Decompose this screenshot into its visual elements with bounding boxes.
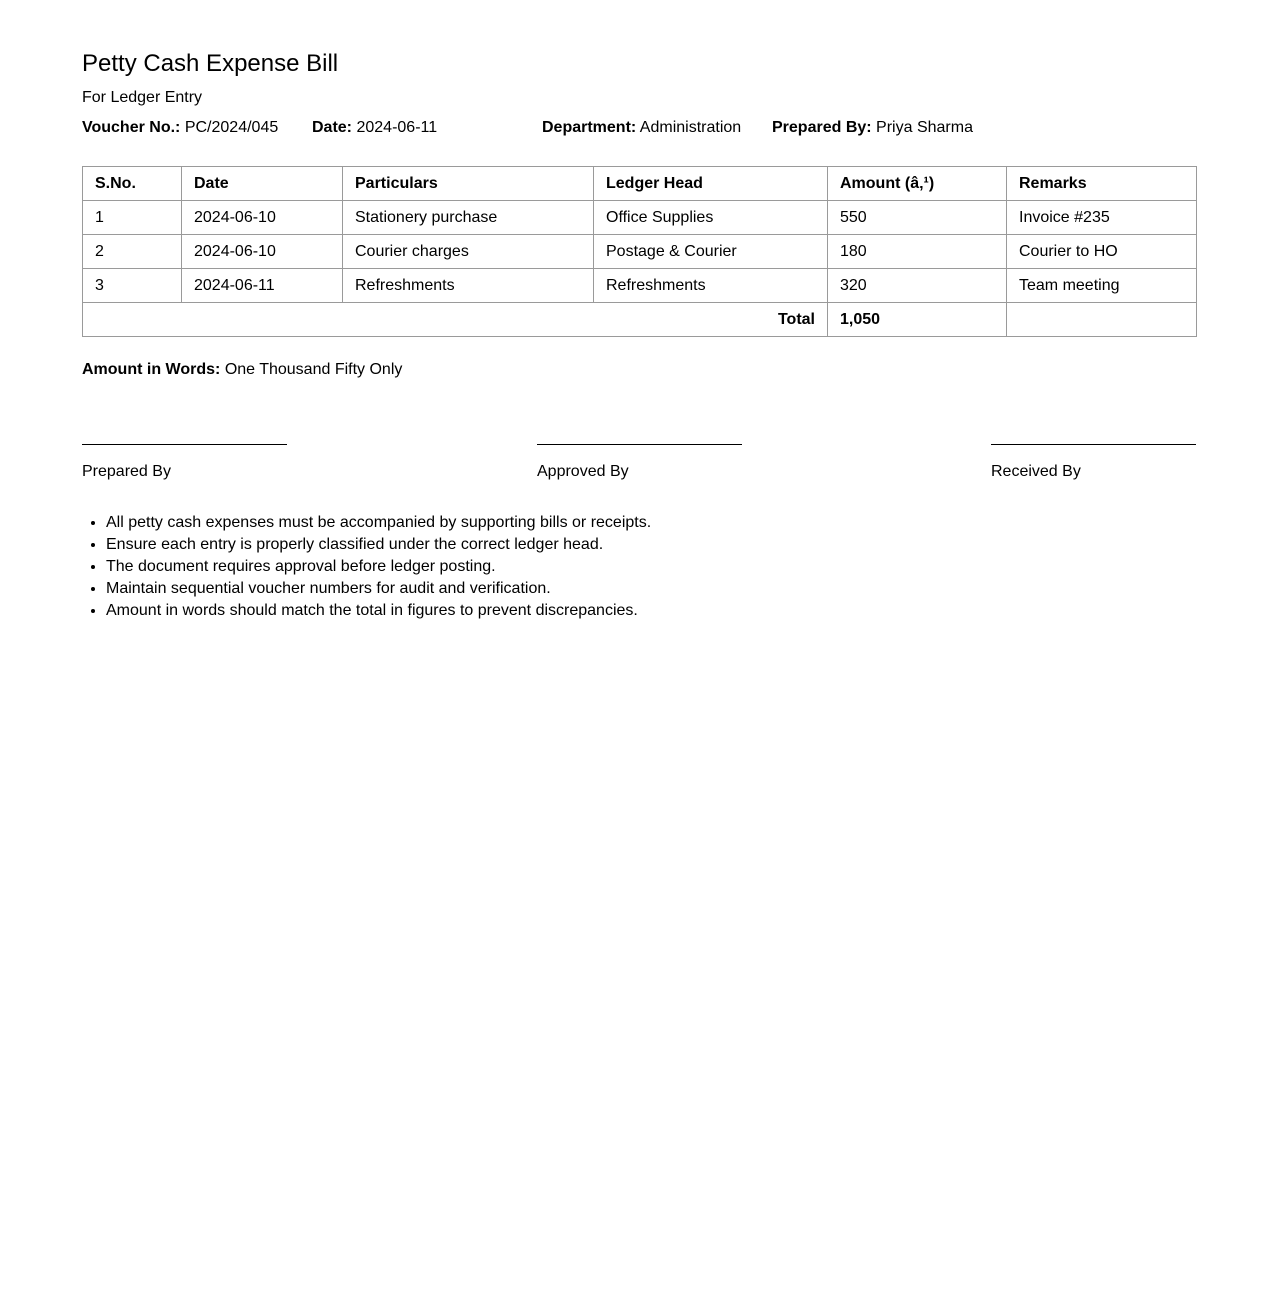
voucher-label: Voucher No.:	[82, 119, 181, 136]
department	[542, 119, 741, 137]
signature-received	[991, 444, 1196, 481]
table-row	[83, 269, 1197, 303]
signature-label-prepared: Prepared By	[82, 463, 171, 480]
signature-approved	[537, 444, 742, 481]
cell-ledger-head: Office Supplies	[594, 201, 828, 235]
total-remarks	[1007, 303, 1197, 337]
list-item: • All petty cash expenses must be accompanied by supporting bills or receipts.	[106, 512, 651, 534]
prepared-by	[772, 119, 973, 137]
cell-ledger-head: Postage & Courier	[594, 235, 828, 269]
cell-particulars: Courier charges	[343, 235, 594, 269]
cell-amount: 550	[828, 201, 1007, 235]
voucher-number	[82, 119, 278, 137]
cell-amount: 320	[828, 269, 1007, 303]
prepared-value: Priya Sharma	[876, 119, 973, 136]
cell-date: 2024-06-10	[182, 201, 343, 235]
voucher-value: PC/2024/045	[184, 119, 279, 136]
cell-sno: 3	[83, 269, 182, 303]
signature-label-received: Received By	[991, 463, 1081, 480]
amount-words-value: One Thousand Fifty Only	[224, 361, 403, 378]
column-header-particulars: Particulars	[343, 167, 594, 201]
total-amount: 1,050	[828, 303, 1007, 337]
date-label: Date:	[312, 119, 353, 136]
cell-remarks: Invoice #235	[1007, 201, 1197, 235]
page-subtitle: For Ledger Entry	[82, 89, 203, 106]
cell-remarks: Team meeting	[1007, 269, 1197, 303]
amount-words-label: Amount in Words:	[82, 361, 221, 378]
department-value: Administration	[639, 119, 742, 136]
table-row	[83, 201, 1197, 235]
column-header-remarks: Remarks	[1007, 167, 1197, 201]
cell-remarks: Courier to HO	[1007, 235, 1197, 269]
table-header-row	[83, 167, 1197, 201]
page-title: Petty Cash Expense Bill	[82, 50, 339, 77]
cell-sno: 2	[83, 235, 182, 269]
list-item: • Amount in words should match the total in figures to prevent discrepancies.	[106, 600, 651, 622]
cell-particulars: Stationery purchase	[343, 201, 594, 235]
voucher-date	[312, 119, 437, 137]
cell-particulars: Refreshments	[343, 269, 594, 303]
signature-prepared	[82, 444, 287, 481]
cell-sno: 1	[83, 201, 182, 235]
column-header-amount: Amount (â‚¹)	[828, 167, 1007, 201]
date-value: 2024-06-11	[356, 119, 438, 136]
column-header-date: Date	[182, 167, 343, 201]
total-label: Total	[83, 303, 828, 337]
list-item: • Ensure each entry is properly classified under the correct ledger head.	[106, 534, 651, 556]
list-item: • The document requires approval before ledger posting.	[106, 556, 651, 578]
department-label: Department:	[542, 119, 637, 136]
amount-in-words	[82, 361, 402, 379]
signature-line	[991, 444, 1196, 445]
cell-date: 2024-06-10	[182, 235, 343, 269]
list-item: • Maintain sequential voucher numbers for audit and verification.	[106, 578, 651, 600]
expense-table	[82, 166, 1197, 337]
notes-list	[82, 512, 651, 622]
table-row	[83, 235, 1197, 269]
total-row	[83, 303, 1197, 337]
cell-amount: 180	[828, 235, 1007, 269]
signature-line	[537, 444, 742, 445]
cell-ledger-head: Refreshments	[594, 269, 828, 303]
column-header-ledger-head: Ledger Head	[594, 167, 828, 201]
cell-date: 2024-06-11	[182, 269, 343, 303]
signature-line	[82, 444, 287, 445]
column-header-sno: S.No.	[83, 167, 182, 201]
prepared-label: Prepared By:	[772, 119, 872, 136]
signature-label-approved: Approved By	[537, 463, 629, 480]
